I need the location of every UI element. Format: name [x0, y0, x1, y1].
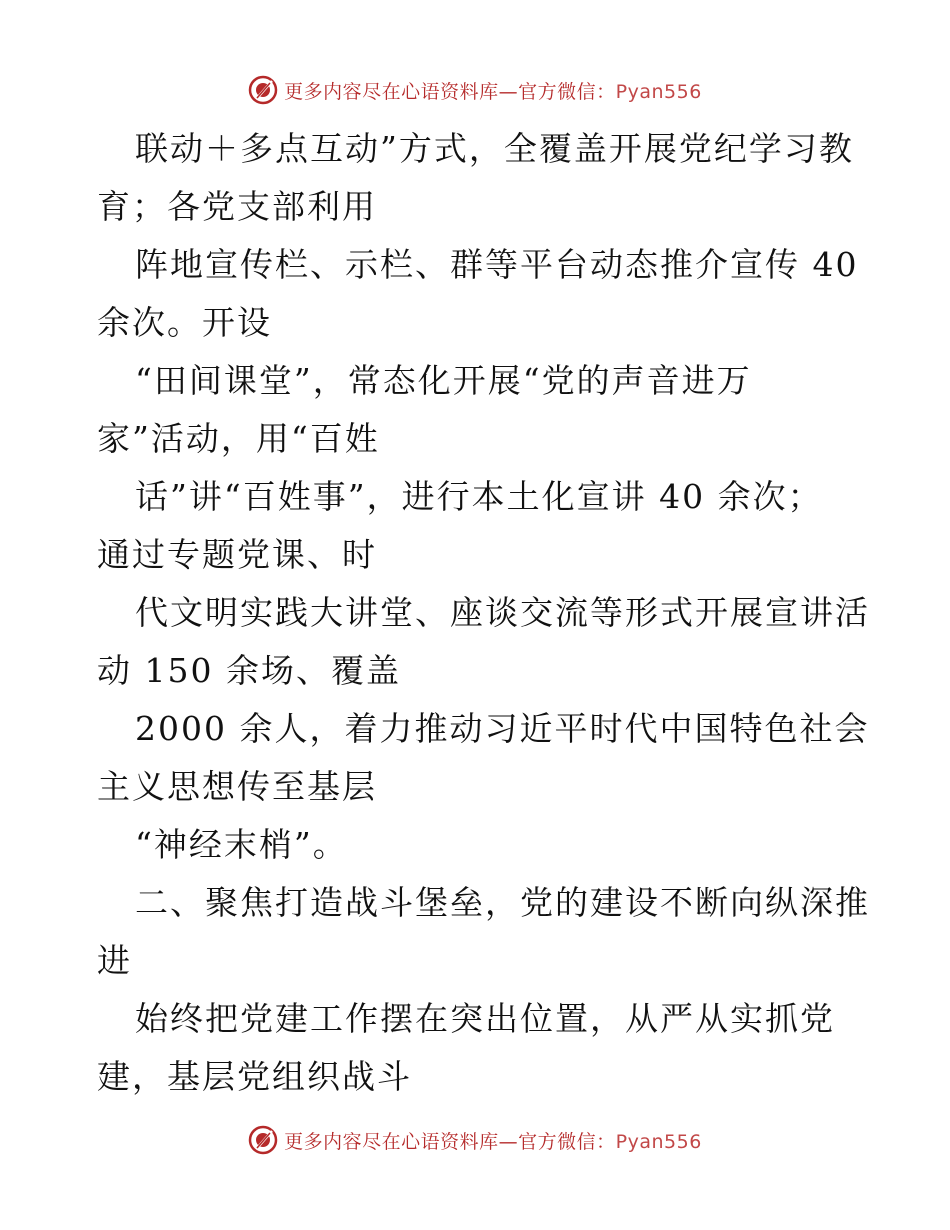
body-line: 通过专题党课、时: [97, 535, 377, 574]
document-body: [97, 120, 877, 1106]
header-wechat-id: Pyan556: [615, 80, 702, 103]
footer-banner: [0, 1120, 950, 1160]
body-line: 家”活动，用“百姓: [97, 419, 380, 458]
brand-logo-icon: [248, 1125, 278, 1155]
body-line: 余次。开设: [97, 303, 272, 342]
body-line: 代文明实践大讲堂、座谈交流等形式开展宣讲活: [135, 593, 870, 632]
footer-banner-text: [284, 1127, 702, 1154]
brand-logo-icon: [248, 75, 278, 105]
body-line: 阵地宣传栏、示栏、群等平台动态推介宣传 40: [135, 245, 859, 284]
body-line: 建，基层党组织战斗: [97, 1057, 412, 1096]
footer-text: 更多内容尽在心语资料库—官方微信：: [284, 1130, 616, 1153]
header-banner-text: [284, 77, 702, 104]
body-line: 育；各党支部利用: [97, 187, 377, 226]
body-line: 主义思想传至基层: [97, 767, 377, 806]
body-line: 动 150 余场、覆盖: [97, 651, 401, 690]
body-line: 话”讲“百姓事”，进行本土化宣讲 40 余次；: [135, 477, 823, 516]
footer-wechat-id: Pyan556: [615, 1130, 702, 1153]
body-line: “田间课堂”，常态化开展“党的声音进万: [135, 361, 752, 400]
section-heading-continued: 进: [97, 941, 132, 980]
body-line: 联动＋多点互动”方式，全覆盖开展党纪学习教: [135, 129, 854, 168]
body-line: 始终把党建工作摆在突出位置，从严从实抓党: [135, 999, 835, 1038]
header-text: 更多内容尽在心语资料库—官方微信：: [284, 80, 616, 103]
body-line: 2000 余人，着力推动习近平时代中国特色社会: [135, 709, 870, 748]
section-heading: 二、聚焦打造战斗堡垒，党的建设不断向纵深推: [135, 883, 870, 922]
header-banner: [0, 70, 950, 110]
body-line: “神经末梢”。: [135, 825, 348, 864]
